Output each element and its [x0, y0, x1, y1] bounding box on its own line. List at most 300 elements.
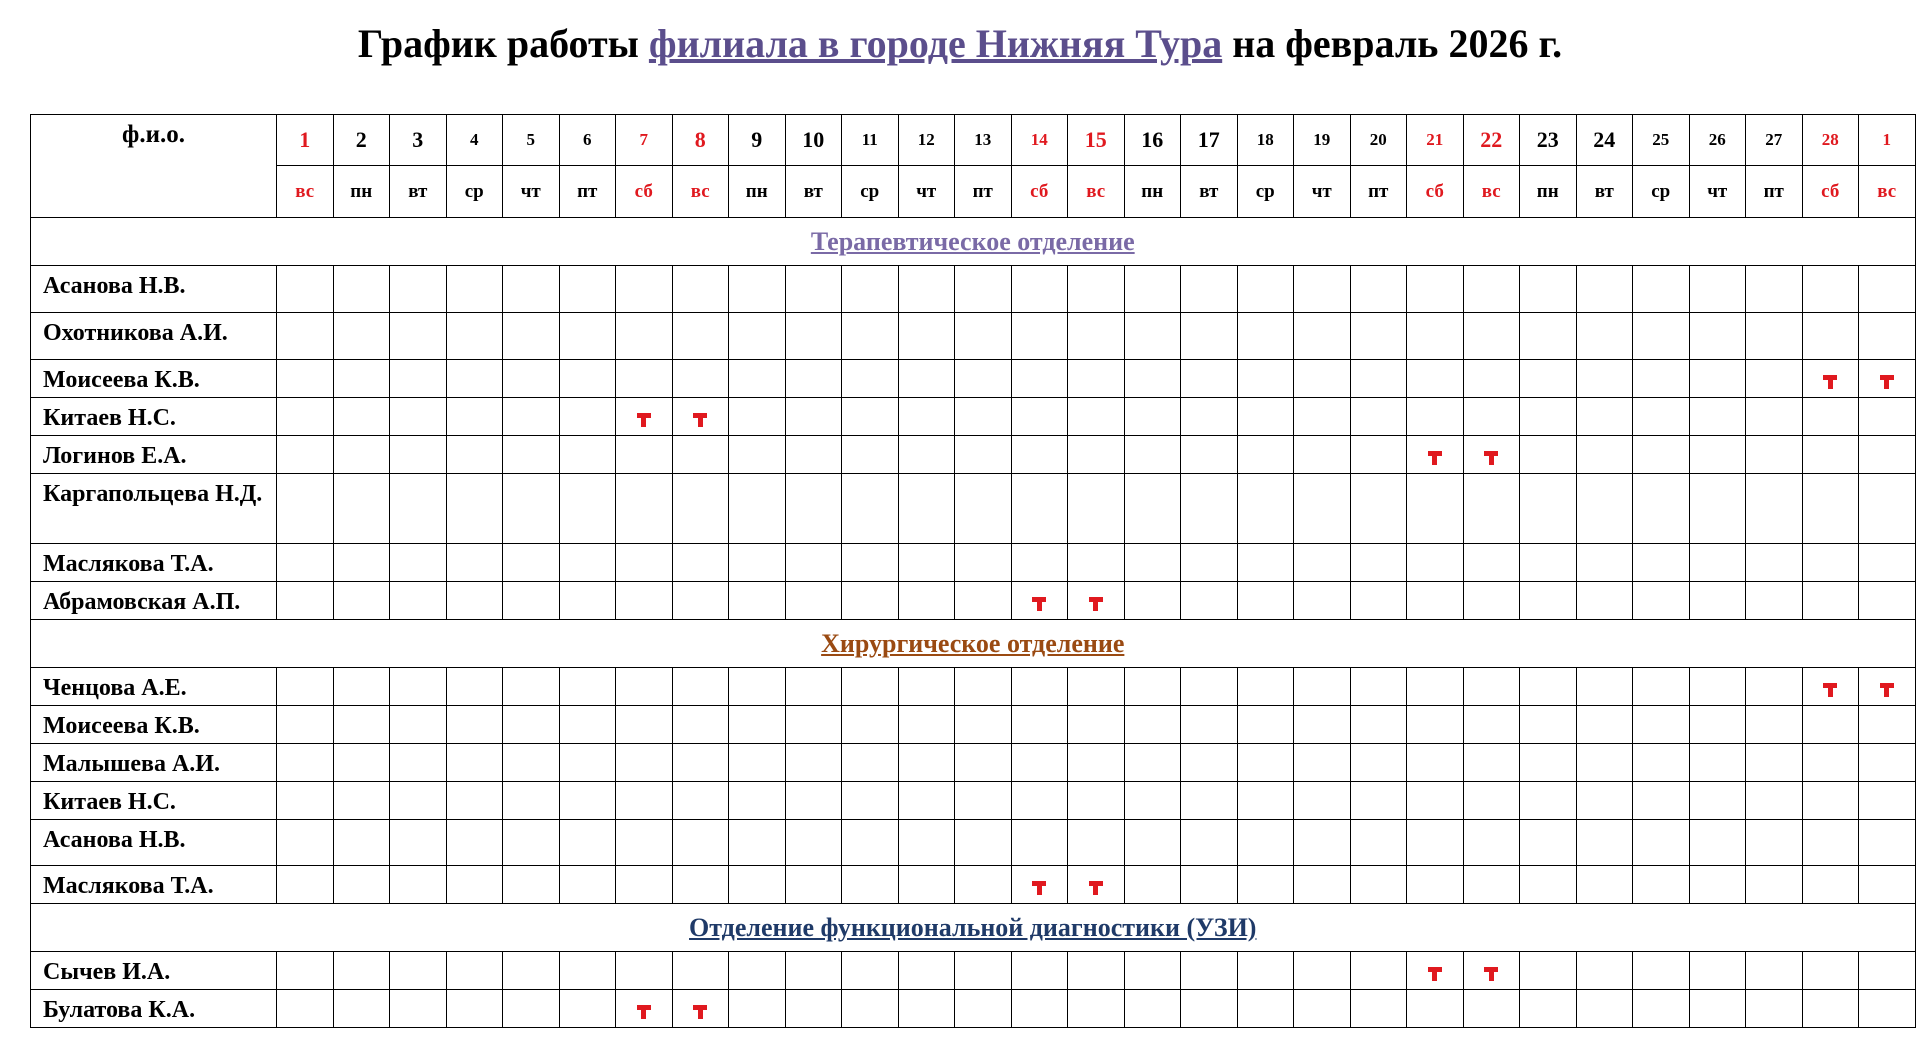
schedule-cell[interactable] — [559, 474, 616, 544]
schedule-cell[interactable] — [1576, 820, 1633, 866]
schedule-cell[interactable] — [1520, 398, 1577, 436]
schedule-cell[interactable] — [898, 668, 955, 706]
schedule-cell[interactable] — [1520, 990, 1577, 1028]
schedule-cell[interactable] — [616, 952, 673, 990]
schedule-cell[interactable] — [729, 398, 786, 436]
schedule-cell[interactable] — [1237, 313, 1294, 360]
schedule-cell[interactable] — [955, 706, 1012, 744]
schedule-cell[interactable] — [503, 990, 560, 1028]
schedule-cell[interactable] — [1633, 474, 1690, 544]
schedule-cell[interactable] — [729, 266, 786, 313]
schedule-cell[interactable] — [1407, 990, 1464, 1028]
schedule-cell[interactable] — [1576, 706, 1633, 744]
schedule-cell[interactable] — [1576, 582, 1633, 620]
schedule-cell[interactable] — [729, 474, 786, 544]
schedule-cell[interactable] — [559, 820, 616, 866]
schedule-cell[interactable] — [672, 706, 729, 744]
schedule-cell[interactable] — [277, 990, 334, 1028]
schedule-cell[interactable] — [1237, 582, 1294, 620]
schedule-cell[interactable] — [1520, 582, 1577, 620]
schedule-cell[interactable] — [1859, 782, 1916, 820]
schedule-cell[interactable] — [1859, 582, 1916, 620]
schedule-cell[interactable] — [1068, 866, 1125, 904]
schedule-cell[interactable] — [1011, 398, 1068, 436]
schedule-cell[interactable] — [955, 952, 1012, 990]
schedule-cell[interactable] — [559, 706, 616, 744]
schedule-cell[interactable] — [1011, 544, 1068, 582]
schedule-cell[interactable] — [1689, 820, 1746, 866]
schedule-cell[interactable] — [1520, 744, 1577, 782]
schedule-cell[interactable] — [1746, 313, 1803, 360]
schedule-cell[interactable] — [842, 744, 899, 782]
schedule-cell[interactable] — [672, 582, 729, 620]
schedule-cell[interactable] — [898, 866, 955, 904]
schedule-cell[interactable] — [1294, 782, 1351, 820]
schedule-cell[interactable] — [1689, 474, 1746, 544]
schedule-cell[interactable] — [333, 990, 390, 1028]
schedule-cell[interactable] — [1689, 360, 1746, 398]
schedule-cell[interactable] — [1520, 474, 1577, 544]
schedule-cell[interactable] — [503, 706, 560, 744]
schedule-cell[interactable] — [1689, 436, 1746, 474]
schedule-cell[interactable] — [1181, 952, 1238, 990]
schedule-cell[interactable] — [277, 952, 334, 990]
schedule-cell[interactable] — [1746, 952, 1803, 990]
schedule-cell[interactable] — [672, 866, 729, 904]
schedule-cell[interactable] — [333, 360, 390, 398]
schedule-cell[interactable] — [842, 582, 899, 620]
schedule-cell[interactable] — [1576, 952, 1633, 990]
schedule-cell[interactable] — [1633, 582, 1690, 620]
schedule-cell[interactable] — [1407, 313, 1464, 360]
schedule-cell[interactable] — [1689, 744, 1746, 782]
schedule-cell[interactable] — [1294, 582, 1351, 620]
schedule-cell[interactable] — [1859, 266, 1916, 313]
schedule-cell[interactable] — [1463, 990, 1520, 1028]
schedule-cell[interactable] — [785, 990, 842, 1028]
schedule-cell[interactable] — [1124, 952, 1181, 990]
schedule-cell[interactable] — [1011, 820, 1068, 866]
schedule-cell[interactable] — [955, 436, 1012, 474]
schedule-cell[interactable] — [390, 706, 447, 744]
schedule-cell[interactable] — [1237, 544, 1294, 582]
schedule-cell[interactable] — [1124, 668, 1181, 706]
schedule-cell[interactable] — [1237, 866, 1294, 904]
schedule-cell[interactable] — [503, 820, 560, 866]
schedule-cell[interactable] — [1689, 544, 1746, 582]
schedule-cell[interactable] — [785, 266, 842, 313]
schedule-cell[interactable] — [277, 360, 334, 398]
schedule-cell[interactable] — [1407, 952, 1464, 990]
schedule-cell[interactable] — [390, 952, 447, 990]
schedule-cell[interactable] — [333, 266, 390, 313]
schedule-cell[interactable] — [1463, 706, 1520, 744]
schedule-cell[interactable] — [1068, 582, 1125, 620]
schedule-cell[interactable] — [1859, 952, 1916, 990]
schedule-cell[interactable] — [842, 820, 899, 866]
schedule-cell[interactable] — [1746, 582, 1803, 620]
schedule-cell[interactable] — [1237, 266, 1294, 313]
schedule-cell[interactable] — [1068, 820, 1125, 866]
schedule-cell[interactable] — [1407, 544, 1464, 582]
schedule-cell[interactable] — [1350, 474, 1407, 544]
schedule-cell[interactable] — [390, 782, 447, 820]
schedule-cell[interactable] — [1124, 266, 1181, 313]
schedule-cell[interactable] — [785, 360, 842, 398]
schedule-cell[interactable] — [1011, 706, 1068, 744]
schedule-cell[interactable] — [1237, 668, 1294, 706]
schedule-cell[interactable] — [1124, 866, 1181, 904]
schedule-cell[interactable] — [559, 313, 616, 360]
schedule-cell[interactable] — [898, 266, 955, 313]
schedule-cell[interactable] — [842, 266, 899, 313]
schedule-cell[interactable] — [446, 398, 503, 436]
schedule-cell[interactable] — [955, 398, 1012, 436]
schedule-cell[interactable] — [1124, 744, 1181, 782]
schedule-cell[interactable] — [616, 706, 673, 744]
schedule-cell[interactable] — [1520, 782, 1577, 820]
schedule-cell[interactable] — [1633, 952, 1690, 990]
schedule-cell[interactable] — [1350, 866, 1407, 904]
schedule-cell[interactable] — [785, 398, 842, 436]
schedule-cell[interactable] — [1181, 668, 1238, 706]
schedule-cell[interactable] — [390, 668, 447, 706]
schedule-cell[interactable] — [1124, 990, 1181, 1028]
schedule-cell[interactable] — [1802, 820, 1859, 866]
schedule-cell[interactable] — [1633, 866, 1690, 904]
schedule-cell[interactable] — [1011, 782, 1068, 820]
schedule-cell[interactable] — [1237, 706, 1294, 744]
schedule-cell[interactable] — [390, 866, 447, 904]
schedule-cell[interactable] — [1859, 398, 1916, 436]
schedule-cell[interactable] — [1802, 782, 1859, 820]
schedule-cell[interactable] — [1520, 668, 1577, 706]
schedule-cell[interactable] — [1407, 436, 1464, 474]
schedule-cell[interactable] — [842, 436, 899, 474]
schedule-cell[interactable] — [1633, 990, 1690, 1028]
schedule-cell[interactable] — [446, 706, 503, 744]
schedule-cell[interactable] — [729, 582, 786, 620]
schedule-cell[interactable] — [785, 436, 842, 474]
schedule-cell[interactable] — [1746, 544, 1803, 582]
schedule-cell[interactable] — [1520, 436, 1577, 474]
schedule-cell[interactable] — [1068, 360, 1125, 398]
schedule-cell[interactable] — [1802, 360, 1859, 398]
schedule-cell[interactable] — [1350, 820, 1407, 866]
schedule-cell[interactable] — [1859, 436, 1916, 474]
schedule-cell[interactable] — [672, 744, 729, 782]
schedule-cell[interactable] — [955, 990, 1012, 1028]
schedule-cell[interactable] — [1068, 952, 1125, 990]
schedule-cell[interactable] — [1746, 436, 1803, 474]
schedule-cell[interactable] — [1859, 990, 1916, 1028]
schedule-cell[interactable] — [1520, 820, 1577, 866]
schedule-cell[interactable] — [1689, 952, 1746, 990]
schedule-cell[interactable] — [729, 744, 786, 782]
schedule-cell[interactable] — [785, 313, 842, 360]
schedule-cell[interactable] — [898, 990, 955, 1028]
schedule-cell[interactable] — [1633, 266, 1690, 313]
schedule-cell[interactable] — [1802, 398, 1859, 436]
schedule-cell[interactable] — [559, 744, 616, 782]
schedule-cell[interactable] — [1463, 436, 1520, 474]
schedule-cell[interactable] — [1463, 668, 1520, 706]
schedule-cell[interactable] — [1520, 360, 1577, 398]
schedule-cell[interactable] — [1633, 782, 1690, 820]
schedule-cell[interactable] — [1011, 474, 1068, 544]
schedule-cell[interactable] — [1689, 782, 1746, 820]
schedule-cell[interactable] — [1181, 360, 1238, 398]
schedule-cell[interactable] — [1237, 952, 1294, 990]
schedule-cell[interactable] — [1407, 668, 1464, 706]
schedule-cell[interactable] — [503, 866, 560, 904]
schedule-cell[interactable] — [446, 990, 503, 1028]
schedule-cell[interactable] — [672, 436, 729, 474]
schedule-cell[interactable] — [559, 990, 616, 1028]
schedule-cell[interactable] — [1294, 990, 1351, 1028]
schedule-cell[interactable] — [559, 266, 616, 313]
schedule-cell[interactable] — [616, 266, 673, 313]
schedule-cell[interactable] — [390, 436, 447, 474]
schedule-cell[interactable] — [1011, 744, 1068, 782]
schedule-cell[interactable] — [1068, 668, 1125, 706]
schedule-cell[interactable] — [1124, 782, 1181, 820]
schedule-cell[interactable] — [1689, 398, 1746, 436]
schedule-cell[interactable] — [672, 313, 729, 360]
schedule-cell[interactable] — [1802, 990, 1859, 1028]
schedule-cell[interactable] — [1802, 436, 1859, 474]
schedule-cell[interactable] — [1633, 544, 1690, 582]
schedule-cell[interactable] — [1576, 360, 1633, 398]
schedule-cell[interactable] — [277, 474, 334, 544]
schedule-cell[interactable] — [616, 582, 673, 620]
schedule-cell[interactable] — [1181, 398, 1238, 436]
schedule-cell[interactable] — [559, 582, 616, 620]
schedule-cell[interactable] — [955, 820, 1012, 866]
schedule-cell[interactable] — [842, 706, 899, 744]
schedule-cell[interactable] — [1859, 474, 1916, 544]
schedule-cell[interactable] — [1181, 436, 1238, 474]
schedule-cell[interactable] — [1746, 990, 1803, 1028]
schedule-cell[interactable] — [446, 360, 503, 398]
schedule-cell[interactable] — [1463, 544, 1520, 582]
schedule-cell[interactable] — [390, 360, 447, 398]
schedule-cell[interactable] — [333, 706, 390, 744]
schedule-cell[interactable] — [1633, 436, 1690, 474]
schedule-cell[interactable] — [1802, 582, 1859, 620]
schedule-cell[interactable] — [1463, 474, 1520, 544]
schedule-cell[interactable] — [333, 668, 390, 706]
schedule-cell[interactable] — [446, 782, 503, 820]
schedule-cell[interactable] — [1746, 706, 1803, 744]
schedule-cell[interactable] — [1237, 820, 1294, 866]
schedule-cell[interactable] — [1859, 706, 1916, 744]
schedule-cell[interactable] — [785, 866, 842, 904]
schedule-cell[interactable] — [503, 544, 560, 582]
schedule-cell[interactable] — [616, 782, 673, 820]
schedule-cell[interactable] — [390, 990, 447, 1028]
schedule-cell[interactable] — [1011, 866, 1068, 904]
schedule-cell[interactable] — [1294, 474, 1351, 544]
schedule-cell[interactable] — [842, 668, 899, 706]
schedule-cell[interactable] — [898, 544, 955, 582]
schedule-cell[interactable] — [1689, 706, 1746, 744]
schedule-cell[interactable] — [729, 313, 786, 360]
schedule-cell[interactable] — [1520, 266, 1577, 313]
schedule-cell[interactable] — [1068, 398, 1125, 436]
schedule-cell[interactable] — [446, 436, 503, 474]
schedule-cell[interactable] — [503, 360, 560, 398]
schedule-cell[interactable] — [277, 820, 334, 866]
schedule-cell[interactable] — [1520, 544, 1577, 582]
schedule-cell[interactable] — [898, 436, 955, 474]
schedule-cell[interactable] — [1802, 952, 1859, 990]
schedule-cell[interactable] — [672, 952, 729, 990]
schedule-cell[interactable] — [1294, 313, 1351, 360]
schedule-cell[interactable] — [333, 582, 390, 620]
schedule-cell[interactable] — [1746, 398, 1803, 436]
schedule-cell[interactable] — [898, 706, 955, 744]
schedule-cell[interactable] — [898, 360, 955, 398]
schedule-cell[interactable] — [1350, 582, 1407, 620]
schedule-cell[interactable] — [1746, 360, 1803, 398]
schedule-cell[interactable] — [390, 313, 447, 360]
schedule-cell[interactable] — [503, 668, 560, 706]
schedule-cell[interactable] — [1746, 744, 1803, 782]
schedule-cell[interactable] — [898, 744, 955, 782]
schedule-cell[interactable] — [1294, 360, 1351, 398]
schedule-cell[interactable] — [1689, 313, 1746, 360]
schedule-cell[interactable] — [898, 952, 955, 990]
schedule-cell[interactable] — [1802, 313, 1859, 360]
schedule-cell[interactable] — [277, 544, 334, 582]
schedule-cell[interactable] — [1011, 952, 1068, 990]
schedule-cell[interactable] — [842, 474, 899, 544]
schedule-cell[interactable] — [503, 398, 560, 436]
schedule-cell[interactable] — [1802, 544, 1859, 582]
schedule-cell[interactable] — [785, 474, 842, 544]
schedule-cell[interactable] — [1746, 866, 1803, 904]
schedule-cell[interactable] — [898, 313, 955, 360]
schedule-cell[interactable] — [898, 398, 955, 436]
schedule-cell[interactable] — [616, 820, 673, 866]
schedule-cell[interactable] — [503, 474, 560, 544]
schedule-cell[interactable] — [390, 266, 447, 313]
schedule-cell[interactable] — [1068, 436, 1125, 474]
schedule-cell[interactable] — [333, 398, 390, 436]
schedule-cell[interactable] — [1124, 436, 1181, 474]
schedule-cell[interactable] — [955, 582, 1012, 620]
schedule-cell[interactable] — [616, 668, 673, 706]
schedule-cell[interactable] — [1124, 544, 1181, 582]
schedule-cell[interactable] — [1746, 820, 1803, 866]
schedule-cell[interactable] — [1068, 744, 1125, 782]
schedule-cell[interactable] — [1350, 360, 1407, 398]
schedule-cell[interactable] — [446, 582, 503, 620]
schedule-cell[interactable] — [503, 313, 560, 360]
schedule-cell[interactable] — [277, 668, 334, 706]
schedule-cell[interactable] — [559, 360, 616, 398]
schedule-cell[interactable] — [1576, 313, 1633, 360]
schedule-cell[interactable] — [1181, 744, 1238, 782]
schedule-cell[interactable] — [390, 744, 447, 782]
schedule-cell[interactable] — [729, 866, 786, 904]
schedule-cell[interactable] — [1294, 668, 1351, 706]
schedule-cell[interactable] — [1407, 582, 1464, 620]
schedule-cell[interactable] — [503, 952, 560, 990]
schedule-cell[interactable] — [1237, 782, 1294, 820]
schedule-cell[interactable] — [1350, 744, 1407, 782]
schedule-cell[interactable] — [1181, 706, 1238, 744]
schedule-cell[interactable] — [1576, 668, 1633, 706]
schedule-cell[interactable] — [1576, 398, 1633, 436]
schedule-cell[interactable] — [1237, 990, 1294, 1028]
schedule-cell[interactable] — [1350, 990, 1407, 1028]
schedule-cell[interactable] — [955, 668, 1012, 706]
schedule-cell[interactable] — [672, 668, 729, 706]
schedule-cell[interactable] — [446, 266, 503, 313]
schedule-cell[interactable] — [1350, 398, 1407, 436]
schedule-cell[interactable] — [1859, 866, 1916, 904]
schedule-cell[interactable] — [729, 360, 786, 398]
schedule-cell[interactable] — [1011, 266, 1068, 313]
schedule-cell[interactable] — [1802, 706, 1859, 744]
schedule-cell[interactable] — [277, 436, 334, 474]
schedule-cell[interactable] — [1463, 360, 1520, 398]
schedule-cell[interactable] — [785, 706, 842, 744]
schedule-cell[interactable] — [1746, 668, 1803, 706]
schedule-cell[interactable] — [616, 436, 673, 474]
schedule-cell[interactable] — [1576, 782, 1633, 820]
schedule-cell[interactable] — [1463, 744, 1520, 782]
schedule-cell[interactable] — [333, 744, 390, 782]
schedule-cell[interactable] — [1181, 266, 1238, 313]
schedule-cell[interactable] — [503, 436, 560, 474]
schedule-cell[interactable] — [446, 313, 503, 360]
schedule-cell[interactable] — [559, 952, 616, 990]
schedule-cell[interactable] — [842, 544, 899, 582]
schedule-cell[interactable] — [1407, 744, 1464, 782]
schedule-cell[interactable] — [672, 360, 729, 398]
schedule-cell[interactable] — [390, 544, 447, 582]
schedule-cell[interactable] — [390, 582, 447, 620]
schedule-cell[interactable] — [1407, 820, 1464, 866]
schedule-cell[interactable] — [1576, 266, 1633, 313]
schedule-cell[interactable] — [729, 436, 786, 474]
schedule-cell[interactable] — [1124, 474, 1181, 544]
schedule-cell[interactable] — [785, 782, 842, 820]
schedule-cell[interactable] — [1068, 266, 1125, 313]
schedule-cell[interactable] — [1350, 436, 1407, 474]
schedule-cell[interactable] — [277, 582, 334, 620]
schedule-cell[interactable] — [1633, 313, 1690, 360]
schedule-cell[interactable] — [1746, 782, 1803, 820]
schedule-cell[interactable] — [559, 544, 616, 582]
schedule-cell[interactable] — [333, 820, 390, 866]
schedule-cell[interactable] — [1237, 360, 1294, 398]
schedule-cell[interactable] — [1124, 313, 1181, 360]
schedule-cell[interactable] — [616, 398, 673, 436]
schedule-cell[interactable] — [785, 668, 842, 706]
schedule-cell[interactable] — [1802, 474, 1859, 544]
schedule-cell[interactable] — [277, 266, 334, 313]
schedule-cell[interactable] — [842, 990, 899, 1028]
schedule-cell[interactable] — [1124, 398, 1181, 436]
schedule-cell[interactable] — [1463, 820, 1520, 866]
schedule-cell[interactable] — [1463, 782, 1520, 820]
schedule-cell[interactable] — [333, 782, 390, 820]
schedule-cell[interactable] — [1124, 706, 1181, 744]
